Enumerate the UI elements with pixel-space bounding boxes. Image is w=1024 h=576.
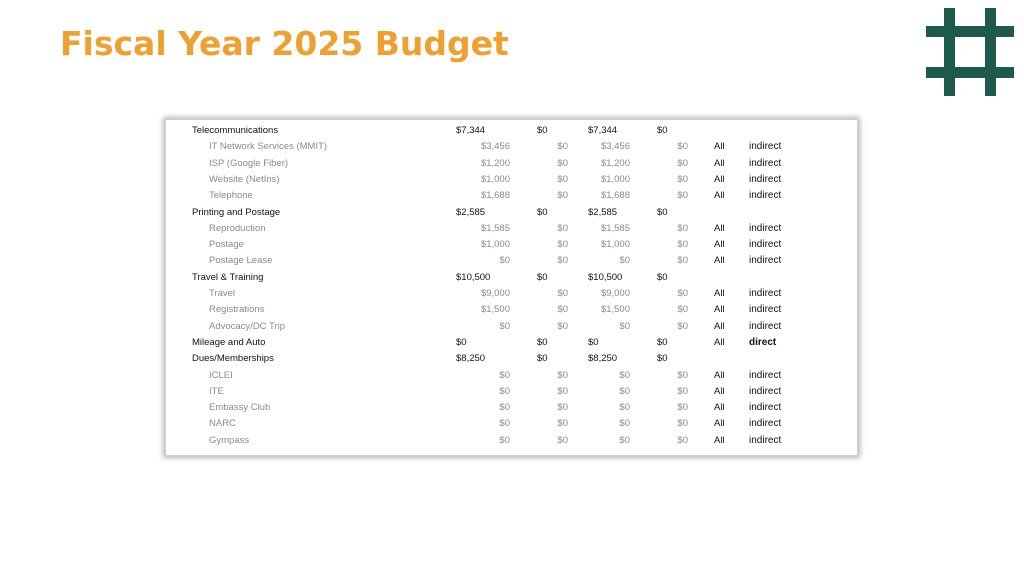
line-item-row xyxy=(166,156,857,172)
line-item-name: Gympass xyxy=(209,434,250,446)
amount-col-1: $8,250 xyxy=(456,353,486,365)
amount-col-2: $0 xyxy=(557,173,568,185)
allocation-cell: All xyxy=(714,255,725,267)
line-item-name: Advocacy/DC Trip xyxy=(209,320,286,332)
category-name: Dues/Memberships xyxy=(192,353,274,365)
amount-col-3: $0 xyxy=(619,434,630,446)
allocation-cell: All xyxy=(714,222,725,234)
line-item-row xyxy=(166,384,857,400)
line-item-name: IT Network Services (MMIT) xyxy=(209,141,328,153)
amount-col-4: $0 xyxy=(677,434,688,446)
amount-col-4: $0 xyxy=(677,304,688,316)
amount-col-4: $0 xyxy=(677,173,688,185)
amount-col-2: $0 xyxy=(557,418,568,430)
amount-col-2: $0 xyxy=(537,125,548,136)
line-item-name: ICLEI xyxy=(209,369,233,381)
line-item-name: Embassy Club xyxy=(209,402,271,414)
allocation-cell: All xyxy=(714,304,725,316)
cost-type-cell: indirect xyxy=(749,173,782,185)
amount-col-4: $0 xyxy=(677,418,688,430)
line-item-name: ITE xyxy=(209,385,224,397)
line-item-row xyxy=(166,302,857,318)
cost-type-cell: indirect xyxy=(749,157,782,169)
amount-col-2: $0 xyxy=(537,353,548,365)
line-item-row xyxy=(166,172,857,188)
amount-col-3: $0 xyxy=(619,385,630,397)
amount-col-1: $2,585 xyxy=(456,206,486,218)
cost-type-cell: indirect xyxy=(749,434,782,446)
amount-col-2: $0 xyxy=(557,239,568,251)
amount-col-3: $1,500 xyxy=(600,304,630,316)
amount-col-1: $1,500 xyxy=(480,304,510,316)
amount-col-2: $0 xyxy=(537,336,548,348)
amount-col-1: $1,585 xyxy=(480,222,510,234)
slide-title: Fiscal Year 2025 Budget xyxy=(60,24,509,63)
line-item-row xyxy=(166,416,857,432)
amount-col-2: $0 xyxy=(557,320,568,332)
line-item-name: Website (NetIns) xyxy=(209,173,280,185)
amount-col-3: $1,200 xyxy=(600,157,630,169)
amount-col-1: $3,456 xyxy=(480,141,510,153)
amount-col-4: $0 xyxy=(677,190,688,202)
allocation-cell: All xyxy=(714,402,725,414)
amount-col-3: $0 xyxy=(619,320,630,332)
line-item-row xyxy=(166,139,857,155)
amount-col-2: $0 xyxy=(557,141,568,153)
line-item-name: ISP (Google Fiber) xyxy=(209,157,289,169)
line-item-row xyxy=(166,368,857,384)
line-item-name: Reproduction xyxy=(209,222,266,234)
category-row xyxy=(166,205,857,221)
line-item-row xyxy=(166,319,857,335)
amount-col-2: $0 xyxy=(557,288,568,299)
amount-col-1: $1,000 xyxy=(480,173,510,185)
amount-col-4: $0 xyxy=(657,271,668,283)
allocation-cell: All xyxy=(714,141,725,153)
category-row xyxy=(166,123,857,139)
amount-col-2: $0 xyxy=(557,190,568,202)
amount-col-2: $0 xyxy=(537,206,548,218)
amount-col-1: $0 xyxy=(499,385,510,397)
cost-type-cell: indirect xyxy=(749,385,782,397)
amount-col-4: $0 xyxy=(657,125,668,136)
amount-col-4: $0 xyxy=(677,369,688,381)
amount-col-4: $0 xyxy=(677,255,688,267)
amount-col-1: $0 xyxy=(456,336,467,348)
line-item-row xyxy=(166,253,857,269)
category-row xyxy=(166,270,857,286)
line-item-row xyxy=(166,237,857,253)
line-item-name: Travel xyxy=(209,288,236,299)
amount-col-1: $0 xyxy=(499,402,510,414)
allocation-cell: All xyxy=(714,418,725,430)
category-row xyxy=(166,351,857,367)
amount-col-1: $7,344 xyxy=(456,125,486,136)
cost-type-cell: direct xyxy=(749,336,777,348)
amount-col-1: $1,000 xyxy=(480,239,510,251)
allocation-cell: All xyxy=(714,288,725,299)
amount-col-2: $0 xyxy=(557,402,568,414)
amount-col-4: $0 xyxy=(677,157,688,169)
line-item-name: Postage xyxy=(209,239,244,251)
amount-col-1: $0 xyxy=(499,320,510,332)
line-item-name: NARC xyxy=(209,418,236,430)
amount-col-2: $0 xyxy=(557,304,568,316)
amount-col-3: $2,585 xyxy=(588,206,618,218)
amount-col-1: $9,000 xyxy=(480,288,510,299)
category-row xyxy=(166,335,857,351)
amount-col-3: $7,344 xyxy=(588,125,618,136)
cost-type-cell: indirect xyxy=(749,369,782,381)
amount-col-3: $1,000 xyxy=(600,173,630,185)
amount-col-3: $0 xyxy=(619,369,630,381)
line-item-name: Telephone xyxy=(209,190,253,202)
category-name: Mileage and Auto xyxy=(192,336,266,348)
allocation-cell: All xyxy=(714,336,725,348)
amount-col-4: $0 xyxy=(677,402,688,414)
cost-type-cell: indirect xyxy=(749,320,782,332)
category-name: Travel & Training xyxy=(192,271,264,283)
category-name: Telecommunications xyxy=(192,125,279,136)
amount-col-2: $0 xyxy=(537,271,548,283)
amount-col-3: $0 xyxy=(619,255,630,267)
cost-type-cell: indirect xyxy=(749,222,782,234)
amount-col-1: $0 xyxy=(499,255,510,267)
amount-col-3: $3,456 xyxy=(600,141,630,153)
amount-col-3: $8,250 xyxy=(588,353,618,365)
amount-col-4: $0 xyxy=(677,288,688,299)
amount-col-2: $0 xyxy=(557,385,568,397)
amount-col-1: $0 xyxy=(499,369,510,381)
amount-col-2: $0 xyxy=(557,255,568,267)
amount-col-1: $10,500 xyxy=(456,271,491,283)
cost-type-cell: indirect xyxy=(749,288,782,299)
amount-col-2: $0 xyxy=(557,222,568,234)
allocation-cell: All xyxy=(714,157,725,169)
allocation-cell: All xyxy=(714,320,725,332)
amount-col-3: $0 xyxy=(588,336,599,348)
cost-type-cell: indirect xyxy=(749,239,782,251)
line-item-name: Postage Lease xyxy=(209,255,273,267)
amount-col-3: $9,000 xyxy=(600,288,630,299)
allocation-cell: All xyxy=(714,434,725,446)
category-name: Printing and Postage xyxy=(192,206,281,218)
amount-col-1: $0 xyxy=(499,434,510,446)
amount-col-2: $0 xyxy=(557,434,568,446)
amount-col-4: $0 xyxy=(677,141,688,153)
cost-type-cell: indirect xyxy=(749,402,782,414)
amount-col-4: $0 xyxy=(677,239,688,251)
cost-type-cell: indirect xyxy=(749,418,782,430)
cost-type-cell: indirect xyxy=(749,190,782,202)
amount-col-3: $0 xyxy=(619,418,630,430)
allocation-cell: All xyxy=(714,385,725,397)
amount-col-3: $1,688 xyxy=(600,190,630,202)
amount-col-4: $0 xyxy=(677,385,688,397)
amount-col-3: $1,585 xyxy=(600,222,630,234)
hash-grid-logo-icon xyxy=(926,8,1014,96)
budget-table xyxy=(165,119,858,456)
amount-col-2: $0 xyxy=(557,369,568,381)
line-item-row xyxy=(166,188,857,204)
amount-col-1: $0 xyxy=(499,418,510,430)
amount-col-1: $1,688 xyxy=(480,190,510,202)
amount-col-2: $0 xyxy=(557,157,568,169)
line-item-row xyxy=(166,433,857,449)
amount-col-3: $10,500 xyxy=(588,271,623,283)
amount-col-3: $0 xyxy=(619,402,630,414)
amount-col-4: $0 xyxy=(657,206,668,218)
line-item-row xyxy=(166,221,857,237)
allocation-cell: All xyxy=(714,239,725,251)
allocation-cell: All xyxy=(714,173,725,185)
amount-col-4: $0 xyxy=(657,353,668,365)
line-item-name: Registrations xyxy=(209,304,265,316)
amount-col-4: $0 xyxy=(677,222,688,234)
cost-type-cell: indirect xyxy=(749,304,782,316)
line-item-row xyxy=(166,400,857,416)
amount-col-4: $0 xyxy=(677,320,688,332)
allocation-cell: All xyxy=(714,190,725,202)
cost-type-cell: indirect xyxy=(749,141,782,153)
amount-col-3: $1,000 xyxy=(600,239,630,251)
line-item-row xyxy=(166,286,857,302)
amount-col-1: $1,200 xyxy=(480,157,510,169)
cost-type-cell: indirect xyxy=(749,255,782,267)
amount-col-4: $0 xyxy=(657,336,668,348)
allocation-cell: All xyxy=(714,369,725,381)
